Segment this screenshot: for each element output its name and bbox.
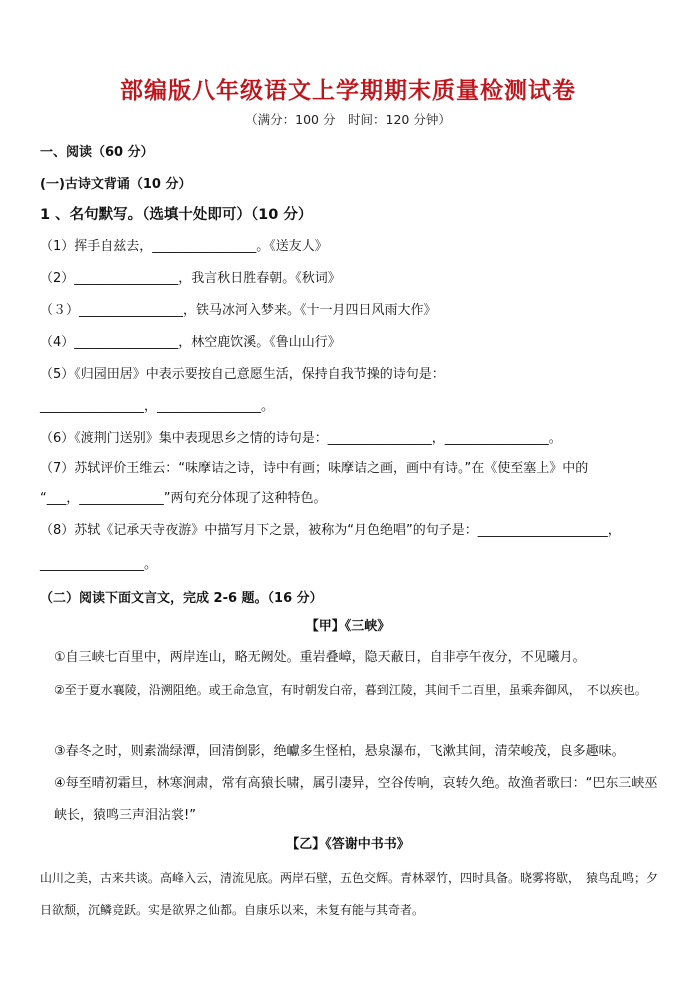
passage-jia-title: 【甲】《三峡》 <box>305 619 391 634</box>
section-ancient-poems: (一)古诗文背诵（10 分） <box>40 177 192 192</box>
q1-item: （1）挥手自兹去，________________。《送友人》 <box>40 239 328 254</box>
q1-item: （３）________________，铁马冰河入梦来。《十一月四日风雨大作》 <box>40 303 437 318</box>
q1-item: （7）苏轼评价王维云：“味摩诘之诗，诗中有画；味摩诘之画，画中有诗。”在《使至塞上》中的 <box>40 461 589 476</box>
q1-item-answer-line: ________________，________________。 <box>40 399 275 414</box>
passage-yi-title: 【乙】《答谢中书书》 <box>286 837 410 852</box>
passage-jia-paragraph-text: ①自三峡七百里中，两岸连山，略无阙处。重岩叠嶂，隐天蔽日，自非亭午夜分，不见曦月。 <box>54 650 586 665</box>
q1-item-continuation: “___，_____________”两句充分体现了这种特色。 <box>40 491 327 506</box>
passage-yi-paragraph <box>40 862 660 926</box>
passage-jia-paragraph <box>40 674 660 706</box>
page-title: 部编版八年级语文上学期期末质量检测试卷 <box>120 77 576 104</box>
passage-jia-paragraph <box>40 768 660 832</box>
section-reading: 一、阅读（60 分） <box>40 145 154 160</box>
q1-item-answer-line: ________________。 <box>40 557 158 572</box>
q1-item: （8）苏轼《记承天寺夜游》中描写月下之景，被称为“月色绝唱”的句子是：____________________， <box>40 523 621 538</box>
passage-jia-paragraph <box>40 736 660 768</box>
passage-yi-paragraph-text: 山川之美，古来共谈。高峰入云，清流见底。两岸石壁，五色交辉。青林翠竹，四时具备。晓雾将歇， 猿鸟乱鸣；夕日欲颓，沉鳞竞跃。实是欲界之仙都。自康乐以来，未复有能与其奇者。 <box>40 871 659 917</box>
passage-jia-paragraph-text: ③春冬之时，则素湍绿潭，回清倒影，绝巘多生怪柏，悬泉瀑布，飞漱其间，清荣峻茂，良多趣味。 <box>54 744 625 759</box>
q1-item: （5）《归园田居》中表示要按自己意愿生活，保持自我节操的诗句是： <box>40 367 445 382</box>
section-classical-chinese: （二）阅读下面文言文，完成 2-6 题。（16 分） <box>40 591 323 606</box>
passage-jia-paragraph-text: ②至于夏水襄陵，沿溯阻绝。或王命急宣，有时朝发白帝，暮到江陵，其间千二百里，虽乘奔御风， 不以疾也。 <box>54 683 647 697</box>
passage-jia-paragraph <box>40 642 660 674</box>
q1-item: （6）《渡荆门送别》集中表现思乡之情的诗句是：________________，________________。 <box>40 431 562 446</box>
question-1-heading: 1 、名句默写。（选填十处即可）（10 分） <box>40 207 313 223</box>
q1-item: （2）________________，我言秋日胜春朝。《秋词》 <box>40 271 341 286</box>
passage-jia-paragraph-text: ④每至晴初霜旦，林寒涧肃，常有高猿长啸，属引凄异，空谷传响，哀转久绝。故渔者歌曰：“巴东三峡巫峡长，猿鸣三声泪沾裳!” <box>54 776 658 823</box>
q1-item: （4）________________，林空鹿饮溪。《鲁山山行》 <box>40 335 341 350</box>
page-subtitle: （满分：100 分 时间：120 分钟） <box>245 112 451 127</box>
